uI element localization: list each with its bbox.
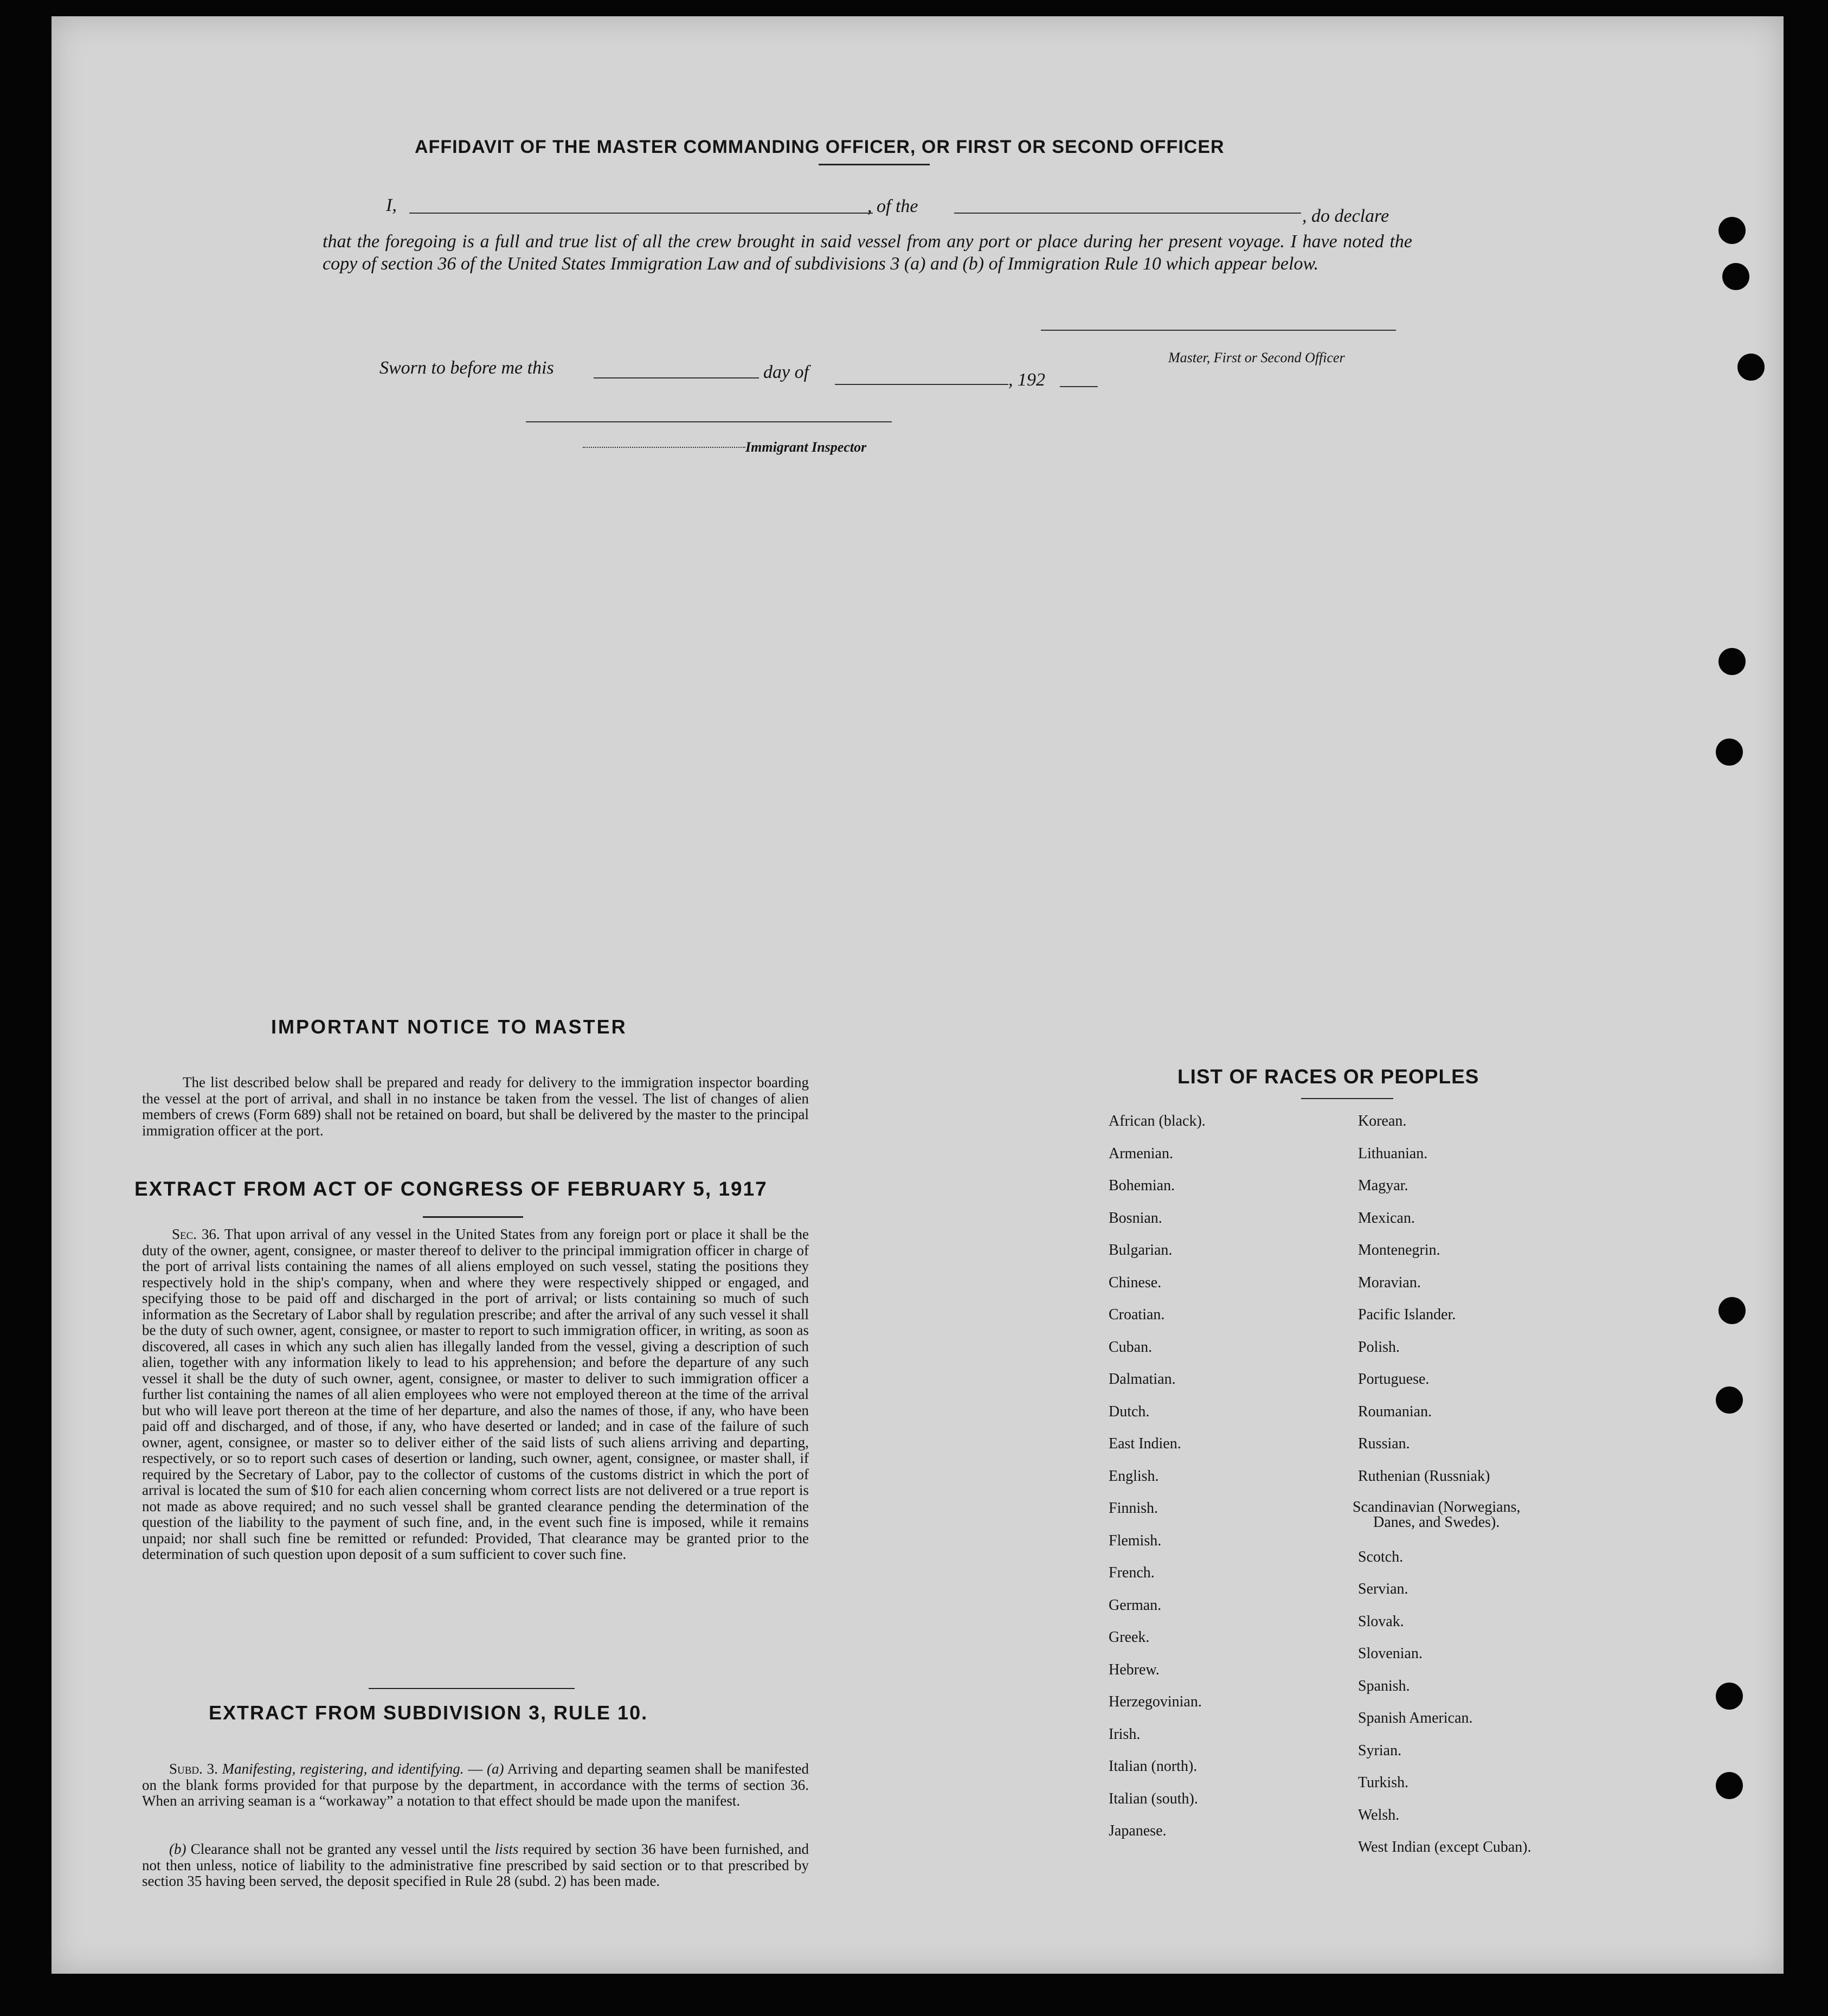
act-section-label: Sec. 36. bbox=[172, 1226, 220, 1242]
rule-title: EXTRACT FROM SUBDIVISION 3, RULE 10. bbox=[209, 1702, 648, 1724]
race-item: Italian (north). bbox=[1109, 1758, 1198, 1775]
binder-hole bbox=[1716, 1683, 1743, 1710]
race-item: Portuguese. bbox=[1358, 1371, 1430, 1388]
month-blank bbox=[835, 384, 1008, 385]
race-item: Japanese. bbox=[1109, 1822, 1167, 1839]
binder-hole bbox=[1718, 217, 1746, 244]
race-item: Moravian. bbox=[1358, 1274, 1421, 1291]
race-item: Armenian. bbox=[1109, 1145, 1173, 1162]
subd-b-text-1: Clearance shall not be granted any vessel until the bbox=[190, 1841, 491, 1857]
race-item: English. bbox=[1109, 1467, 1159, 1485]
race-item: Ruthenian (Russniak) bbox=[1358, 1467, 1490, 1485]
race-item: Turkish. bbox=[1358, 1774, 1409, 1791]
notice-text: The list described below shall be prepared and ready for delivery to the immigration inspector boarding the vessel at the port of arrival, and shall in no instance be taken from the vessel. The list of changes of alien members of crews (Form 689) shall not be retained on board, but shall be delivered by the master to the principal immigration officer at the port. bbox=[142, 1074, 809, 1139]
notice-title: IMPORTANT NOTICE TO MASTER bbox=[271, 1016, 627, 1038]
name-blank bbox=[409, 213, 873, 214]
act-text: That upon arrival of any vessel in the United States from any foreign port or place it shall be the duty of the owner, agent, consignee, or master thereof to deliver to the principal immigration officer in charge of the port of arrival lists containing the names of all aliens employed on such vessel, stating the positions they respectively hold in the ship's company, when and where they were respectively shipped or engaged, and specifying those to be paid off and discharged in the port of arrival; or lists containing so much of such information as the Secretary of Labor shall by regulation prescribe; and after the arrival of any such vessel it shall be the duty of such owner, agent, consignee, or master to report to such immigration officer, in writing, as soon as discovered, all cases in which any such alien has illegally landed from the vessel, giving a description of such alien, together with any information likely to lead to his apprehension; and before the departure of any such vessel it shall be the duty of such owner, agent, consignee, or master to deliver to such immigration officer a further list containing the names of all alien employees who were not employed thereon at the time of the arrival but who will leave port thereon at the time of her departure, and also the names of those, if any, who have been paid off and discharged, and of those, if any, who have deserted or landed; and in case of the failure of such owner, agent, consignee, or master so to deliver either of the said lists of such aliens arriving and departing, respectively, or so to report such cases of desertion or landing, such owner, agent, consignee, or master shall, if required by the Secretary of Labor, pay to the collector of customs of the customs district in which the port of arrival is located the sum of $10 for each alien concerning whom correct lists are not delivered or a true report is not made as above required; and no such vessel shall be granted clearance pending the determination of the question of the liability to the payment of such fine, and, in the event such fine is imposed, while it remains unpaid; nor shall such fine be remitted or refunded: Provided, That clearance may be granted prior to the determination of such question upon deposit of a sum sufficient to cover such fine. bbox=[142, 1226, 809, 1562]
subd-b-lists: lists bbox=[494, 1841, 519, 1857]
race-item: Mexican. bbox=[1358, 1209, 1415, 1227]
year-blank bbox=[1060, 386, 1098, 387]
binder-hole bbox=[1716, 1772, 1743, 1799]
race-item: Magyar. bbox=[1358, 1177, 1408, 1194]
master-label: Master, First or Second Officer bbox=[1168, 350, 1345, 365]
binder-hole bbox=[1716, 1386, 1743, 1414]
race-item: Hebrew. bbox=[1109, 1661, 1160, 1678]
signature-blank bbox=[1041, 330, 1396, 331]
race-item: Lithuanian. bbox=[1358, 1145, 1428, 1162]
race-item: Cuban. bbox=[1109, 1338, 1153, 1356]
inspector-blank bbox=[526, 421, 892, 422]
subd-b-label: (b) bbox=[169, 1841, 186, 1857]
race-item: Roumanian. bbox=[1358, 1403, 1432, 1420]
title-underline bbox=[819, 164, 930, 165]
subd-b-text-2: required by section 36 have been furnished, and not then unless, notice of liability to the administrative fine prescribed by said section or to that prescribed by section 35 having been served, the deposit specified in Rule 28 (subd. 2) has been made. bbox=[142, 1841, 809, 1889]
act-title: EXTRACT FROM ACT OF CONGRESS OF FEBRUARY 5, 1917 bbox=[134, 1178, 768, 1200]
race-item: Finnish. bbox=[1109, 1500, 1158, 1517]
race-item: Herzegovinian. bbox=[1109, 1693, 1202, 1710]
subd-label: Subd. 3. bbox=[169, 1761, 218, 1777]
race-item: Polish. bbox=[1358, 1338, 1400, 1356]
subd-heading: Manifesting, registering, and identifying. bbox=[222, 1761, 464, 1777]
race-item: Dutch. bbox=[1109, 1403, 1150, 1420]
affidavit-body: that the foregoing is a full and true list of all the crew brought in said vessel from any port or place during her present voyage. I have noted the copy of section 36 of the United States Immigration Law and of subdivisions 3 (a) and (b) of Immigration Rule 10 which appear below. bbox=[323, 232, 1412, 274]
race-item: Croatian. bbox=[1109, 1306, 1165, 1323]
race-item: Syrian. bbox=[1358, 1742, 1402, 1759]
race-item: Chinese. bbox=[1109, 1274, 1162, 1291]
inspector-dots bbox=[583, 447, 745, 448]
race-item: Scandinavian (Norwegians, Danes, and Swedes). bbox=[1353, 1499, 1521, 1531]
manifest-page bbox=[52, 16, 1784, 1974]
affidavit-i: I, bbox=[386, 195, 397, 215]
race-item: Bohemian. bbox=[1109, 1177, 1175, 1194]
day-of: day of bbox=[763, 362, 809, 382]
sworn-text: Sworn to before me this bbox=[379, 358, 554, 378]
subd-a-label: (a) bbox=[487, 1761, 504, 1777]
race-item: Korean. bbox=[1358, 1113, 1407, 1129]
race-item: Dalmatian. bbox=[1109, 1371, 1176, 1388]
race-item: West Indian (except Cuban). bbox=[1358, 1839, 1531, 1856]
races-underline bbox=[1301, 1098, 1393, 1099]
binder-hole bbox=[1718, 1297, 1746, 1324]
binder-hole bbox=[1722, 263, 1749, 290]
race-item: African (black). bbox=[1109, 1113, 1206, 1129]
race-item: Scotch. bbox=[1358, 1548, 1404, 1565]
race-item: French. bbox=[1109, 1564, 1155, 1581]
day-blank bbox=[594, 377, 759, 378]
race-item: Flemish. bbox=[1109, 1532, 1162, 1549]
binder-hole bbox=[1718, 648, 1746, 675]
race-item: Irish. bbox=[1109, 1725, 1141, 1743]
binder-hole bbox=[1737, 354, 1765, 381]
race-item: Welsh. bbox=[1358, 1806, 1400, 1824]
race-item: German. bbox=[1109, 1596, 1162, 1614]
year-prefix: , 192 bbox=[1008, 370, 1045, 390]
race-item: Slovenian. bbox=[1358, 1645, 1423, 1662]
race-item: Bosnian. bbox=[1109, 1209, 1162, 1227]
race-item: Montenegrin. bbox=[1358, 1242, 1440, 1259]
act-underline bbox=[423, 1216, 523, 1218]
rule-subd-b bbox=[142, 1841, 809, 1890]
race-item: East Indien. bbox=[1109, 1435, 1181, 1452]
affidavit-of-the: , of the bbox=[867, 196, 918, 216]
race-item: Spanish. bbox=[1358, 1677, 1410, 1694]
subd-a-text: Arriving and departing seamen shall be manifested on the blank forms provided for that purpose by the department, in accordance with the terms of section 36. When an arriving seaman is a “workaway” a notation to that effect should be made upon the manifest. bbox=[142, 1761, 809, 1809]
race-item: Bulgarian. bbox=[1109, 1242, 1173, 1259]
affidavit-title: AFFIDAVIT OF THE MASTER COMMANDING OFFICER, OR FIRST OR SECOND OFFICER bbox=[415, 137, 1225, 157]
rule-divider bbox=[369, 1688, 575, 1689]
race-item: Russian. bbox=[1358, 1435, 1410, 1452]
race-item: Slovak. bbox=[1358, 1613, 1404, 1630]
race-item: Pacific Islander. bbox=[1358, 1306, 1456, 1323]
affidavit-declare: , do declare bbox=[1302, 206, 1389, 226]
act-section bbox=[142, 1227, 809, 1563]
rule-subd-a: Subd. 3. Manifesting, registering, and identifying. — (a) Arriving and departing seamen shall be manifested on the blank forms provided for that purpose by the department, in accordance with the terms of section 36. When an arriving seaman is a “workaway” a notation to that effect should be made upon the manifest. bbox=[142, 1761, 809, 1809]
race-item: Greek. bbox=[1109, 1629, 1150, 1646]
race-item: Servian. bbox=[1358, 1581, 1408, 1597]
vessel-blank bbox=[954, 213, 1301, 214]
binder-hole bbox=[1716, 739, 1743, 766]
races-title: LIST OF RACES OR PEOPLES bbox=[1177, 1065, 1479, 1088]
inspector-label: Immigrant Inspector bbox=[745, 439, 867, 455]
race-item: Italian (south). bbox=[1109, 1790, 1198, 1807]
race-item: Spanish American. bbox=[1358, 1710, 1473, 1726]
